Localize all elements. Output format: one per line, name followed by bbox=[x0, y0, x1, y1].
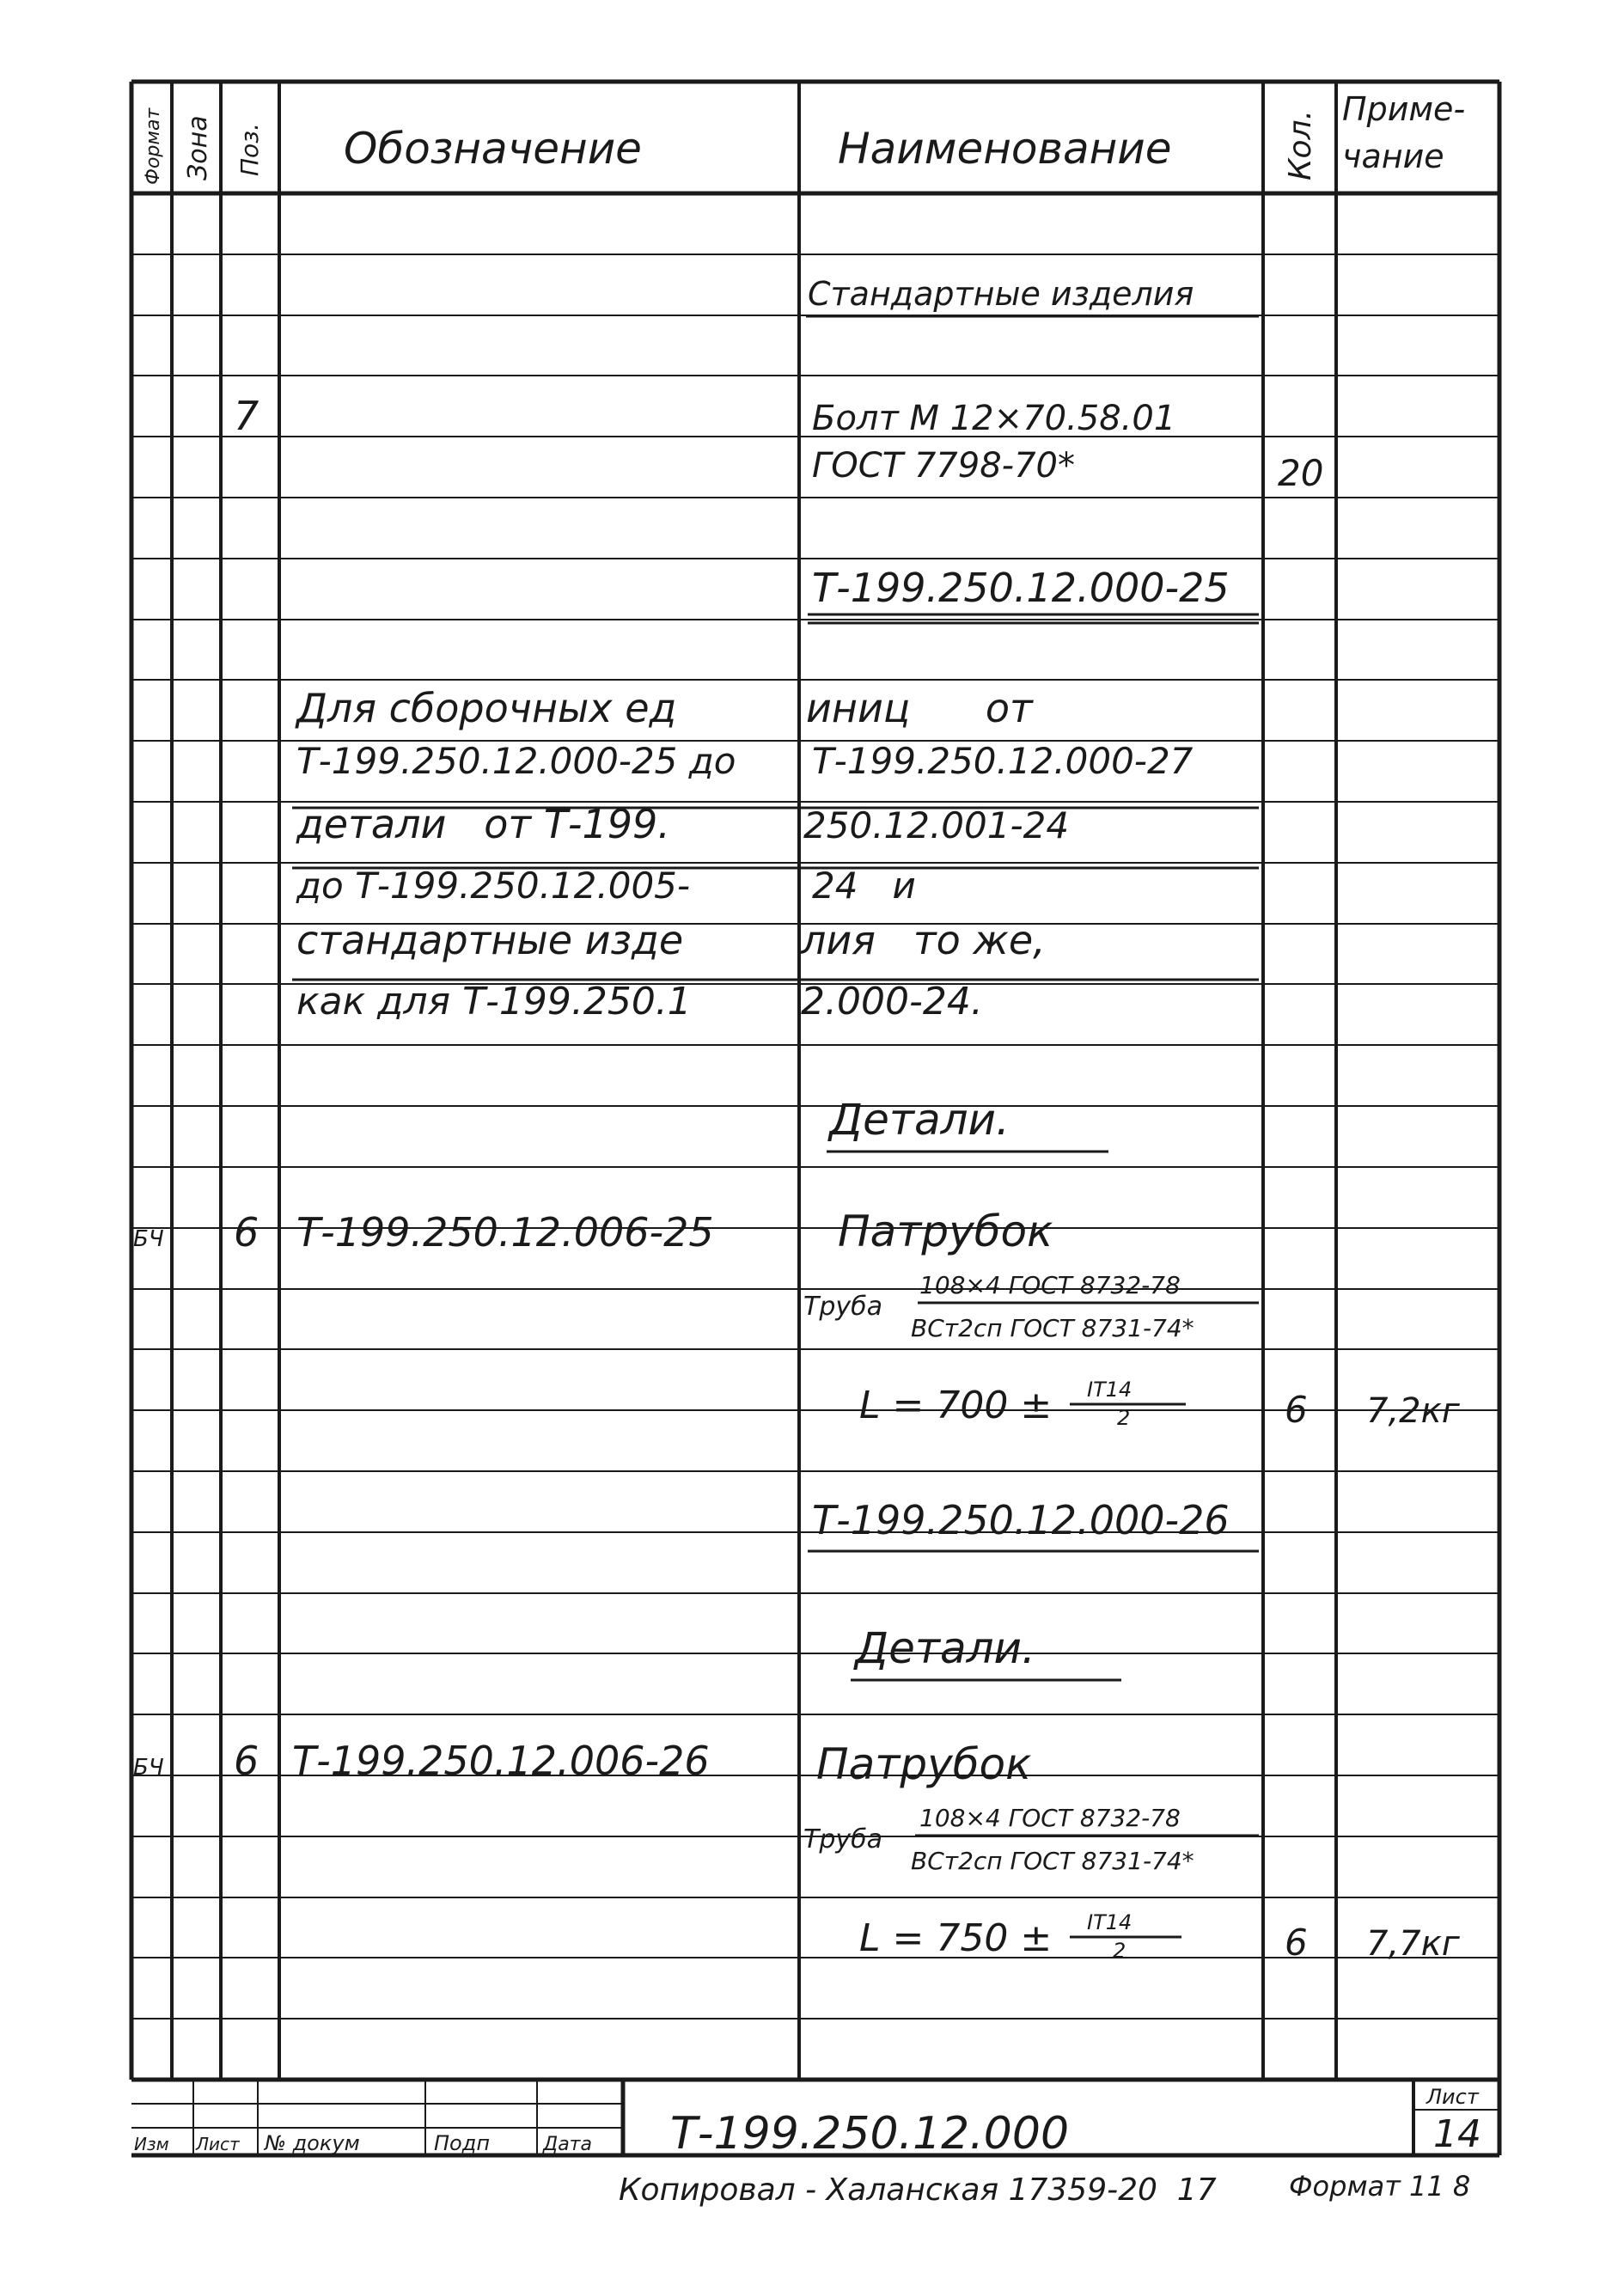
part2-format: БЧ bbox=[133, 1755, 164, 1781]
part1-length: L = 700 ± bbox=[859, 1384, 1053, 1427]
header-designation: Обозначение bbox=[344, 124, 642, 174]
part2-pos: 6 bbox=[234, 1738, 259, 1784]
note-line5-right: лия то же, bbox=[801, 917, 1046, 963]
part2-qty: 6 bbox=[1285, 1922, 1308, 1964]
footer bbox=[619, 2170, 1470, 2208]
note-line5-left: стандартные изде bbox=[296, 917, 684, 963]
copied-by: Копировал - Халанская 17359-20 17 bbox=[619, 2172, 1217, 2208]
header-pos: Поз. bbox=[235, 123, 264, 176]
bolt-name: Болт М 12×70.58.01 bbox=[812, 399, 1176, 438]
col-sheet: Лист bbox=[196, 2134, 240, 2154]
part2-tol-num: IT14 bbox=[1087, 1910, 1133, 1934]
col-change: Изм bbox=[134, 2134, 169, 2154]
header-zone: Зона bbox=[183, 115, 213, 180]
note-line6-left: как для Т-199.250.1 bbox=[296, 980, 692, 1023]
note-line2-right: Т-199.250.12.000-27 bbox=[812, 740, 1194, 782]
part2-length: L = 750 ± bbox=[859, 1916, 1053, 1960]
note-line4-right: 24 и bbox=[812, 865, 916, 907]
std-items-heading: Стандартные изделия bbox=[808, 275, 1194, 313]
part1-pipe-den: ВСт2сп ГОСТ 8731-74* bbox=[911, 1314, 1194, 1342]
part1-qty: 6 bbox=[1285, 1389, 1308, 1431]
part2-name: Патрубок bbox=[816, 1739, 1032, 1789]
part1-pipe-label: Труба bbox=[803, 1292, 883, 1322]
header-note-line2: чание bbox=[1342, 137, 1444, 175]
part1-tol-den: 2 bbox=[1117, 1406, 1131, 1430]
part1-designation: Т-199.250.12.006-25 bbox=[296, 1209, 714, 1256]
sheet-label: Лист bbox=[1426, 2085, 1479, 2109]
note-line4-left: до Т-199.250.12.005- bbox=[296, 865, 691, 907]
note-line1-right: иниц от bbox=[806, 685, 1033, 731]
footer-format: Формат 11 8 bbox=[1289, 2170, 1471, 2203]
header-name: Наименование bbox=[838, 124, 1172, 174]
table-header bbox=[143, 90, 1465, 185]
section1-code: Т-199.250.12.000-25 bbox=[812, 565, 1230, 611]
bolt-pos: 7 bbox=[234, 393, 259, 439]
col-doc: № докум bbox=[265, 2131, 360, 2155]
section2-code: Т-199.250.12.000-26 bbox=[812, 1497, 1230, 1543]
part1-pos: 6 bbox=[234, 1209, 259, 1256]
part2-pipe-num: 108×4 ГОСТ 8732-78 bbox=[919, 1804, 1181, 1832]
note-line3-left: детали от Т-199. bbox=[296, 801, 670, 847]
details1-heading: Детали. bbox=[829, 1095, 1010, 1145]
note-line1-left: Для сборочных ед bbox=[296, 685, 677, 731]
details2-heading: Детали. bbox=[855, 1623, 1035, 1673]
note-line6-right: 2.000-24. bbox=[801, 980, 983, 1023]
part1-note: 7,2кг bbox=[1366, 1391, 1460, 1431]
part2-tol-den: 2 bbox=[1113, 1939, 1126, 1963]
bolt-gost: ГОСТ 7798-70* bbox=[812, 446, 1075, 486]
col-sign: Подп bbox=[434, 2131, 491, 2155]
bolt-qty: 20 bbox=[1278, 452, 1324, 494]
part1-pipe-num: 108×4 ГОСТ 8732-78 bbox=[919, 1271, 1181, 1299]
note-line2-left: Т-199.250.12.000-25 до bbox=[296, 740, 736, 782]
header-note-line1: Приме- bbox=[1342, 90, 1466, 128]
part1-name: Патрубок bbox=[838, 1207, 1053, 1256]
part2-designation: Т-199.250.12.006-26 bbox=[292, 1738, 710, 1784]
part1-tol-num: IT14 bbox=[1087, 1378, 1133, 1402]
part2-pipe-label: Труба bbox=[803, 1824, 883, 1854]
note-line3-right: 250.12.001-24 bbox=[803, 804, 1070, 846]
sheet-number: 14 bbox=[1433, 2112, 1481, 2156]
part2-note: 7,7кг bbox=[1366, 1924, 1460, 1964]
header-format: Формат bbox=[143, 107, 164, 185]
title-block bbox=[131, 2080, 1499, 2160]
header-qty: Кол. bbox=[1283, 109, 1318, 180]
col-date: Дата bbox=[543, 2134, 592, 2155]
part2-pipe-den: ВСт2сп ГОСТ 8731-74* bbox=[911, 1847, 1194, 1875]
part1-format: БЧ bbox=[133, 1226, 164, 1252]
doc-code: Т-199.250.12.000 bbox=[670, 2108, 1070, 2160]
